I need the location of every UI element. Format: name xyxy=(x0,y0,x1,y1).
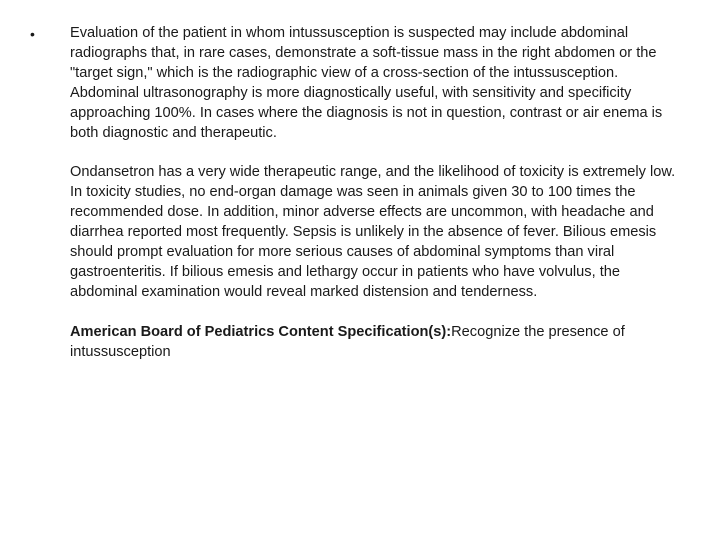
slide-content xyxy=(70,24,685,383)
bullet-marker: • xyxy=(30,26,35,42)
paragraph-ondansetron: Ondansetron has a very wide therapeutic range, and the likelihood of toxicity is extremely low. In toxicity studies, no end-organ damage was seen in animals given 30 to 100 times the recommended dose. In addition, minor adverse effects are uncommon, with headache and diarrhea reported most frequently. Sepsis is unlikely in the absence of fever. Bilious emesis should prompt evaluation for more serious causes of abdominal symptoms than viral gastroenteritis. If bilious emesis and lethargy occur in patients who have volvulus, the abdominal examination would reveal marked distension and tenderness. xyxy=(70,164,676,300)
paragraph-intussusception-evaluation: Evaluation of the patient in whom intussusception is suspected may include abdominal radiographs that, in rare cases, demonstrate a soft-tissue mass in the right abdomen or the "target sign," which is the radiographic view of a cross-section of the intussusception. Abdominal ultrasonography is more diagnostically useful, with sensitivity and specificity approaching 100%. In cases where the diagnosis is not in question, contrast or air enema is both diagnostic and therapeutic. xyxy=(70,25,663,141)
content-specification xyxy=(70,323,685,363)
specification-heading: American Board of Pediatrics Content Specification(s): xyxy=(70,323,452,340)
specification-text: Recognize the presence of intussusception xyxy=(70,323,625,360)
